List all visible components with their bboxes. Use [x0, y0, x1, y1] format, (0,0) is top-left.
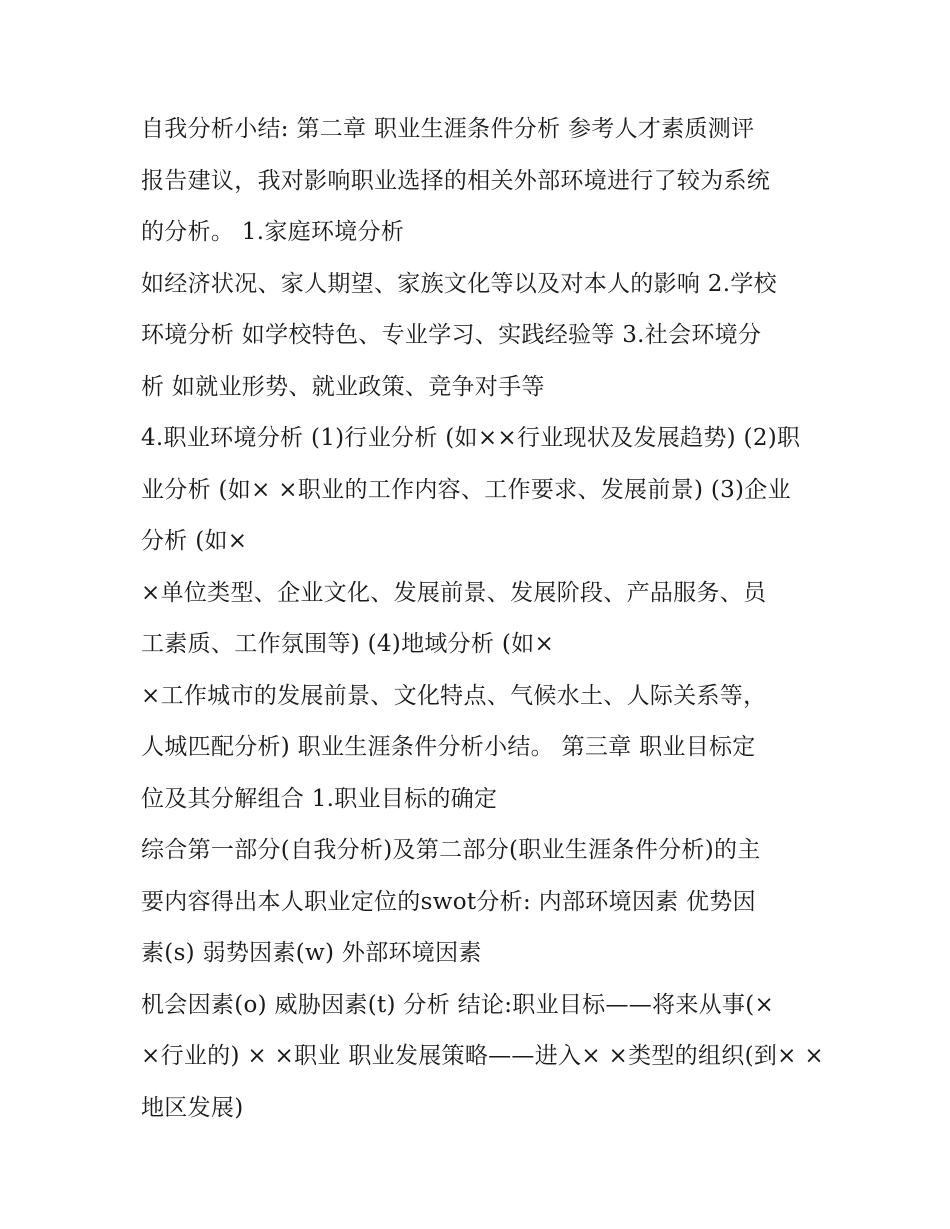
text-line: 机会因素(o) 威胁因素(t) 分析 结论:职业目标——将来从事(×: [141, 991, 775, 1018]
text-line: 综合第一部分(自我分析)及第二部分(职业生涯条件分析)的主: [141, 837, 761, 863]
text-line: 要内容得出本人职业定位的swot分析: 内部环境因素 优势因: [141, 888, 756, 915]
document-body: [141, 104, 824, 1134]
text-line: 析 如就业形势、就业政策、竞争对手等: [141, 373, 545, 400]
text-line: 人城匹配分析) 职业生涯条件分析小结。 第三章 职业目标定: [141, 734, 756, 760]
text-line: ×行业的) × ×职业 职业发展策略——进入× ×类型的组织(到× ×: [141, 1043, 824, 1069]
text-line: 位及其分解组合 1.职业目标的确定: [141, 785, 498, 812]
text-line: 分析 (如×: [141, 528, 248, 554]
text-line: ×单位类型、企业文化、发展前景、发展阶段、产品服务、员: [141, 579, 767, 606]
text-line: 报告建议，我对影响职业选择的相关外部环境进行了较为系统: [141, 167, 771, 194]
text-line: 的分析。 1.家庭环境分析: [141, 219, 405, 245]
text-line: 如经济状况、家人期望、家族文化等以及对本人的影响 2.学校: [141, 270, 777, 297]
text-line: 环境分析 如学校特色、专业学习、实践经验等 3.社会环境分: [141, 322, 762, 348]
text-line: 工素质、工作氛围等) (4)地域分析 (如×: [141, 631, 555, 657]
text-line: 地区发展): [141, 1094, 244, 1121]
text-line: 4.职业环境分析 (1)行业分析 (如××行业现状及发展趋势) (2)职: [141, 425, 801, 451]
text-line: 自我分析小结: 第二章 职业生涯条件分析 参考人才素质测评: [141, 116, 755, 142]
text-line: 业分析 (如× ×职业的工作内容、工作要求、发展前景) (3)企业: [141, 476, 791, 503]
text-line: ×工作城市的发展前景、文化特点、气候水土、人际关系等，: [141, 682, 767, 709]
text-line: 素(s) 弱势因素(w) 外部环境因素: [141, 940, 482, 966]
